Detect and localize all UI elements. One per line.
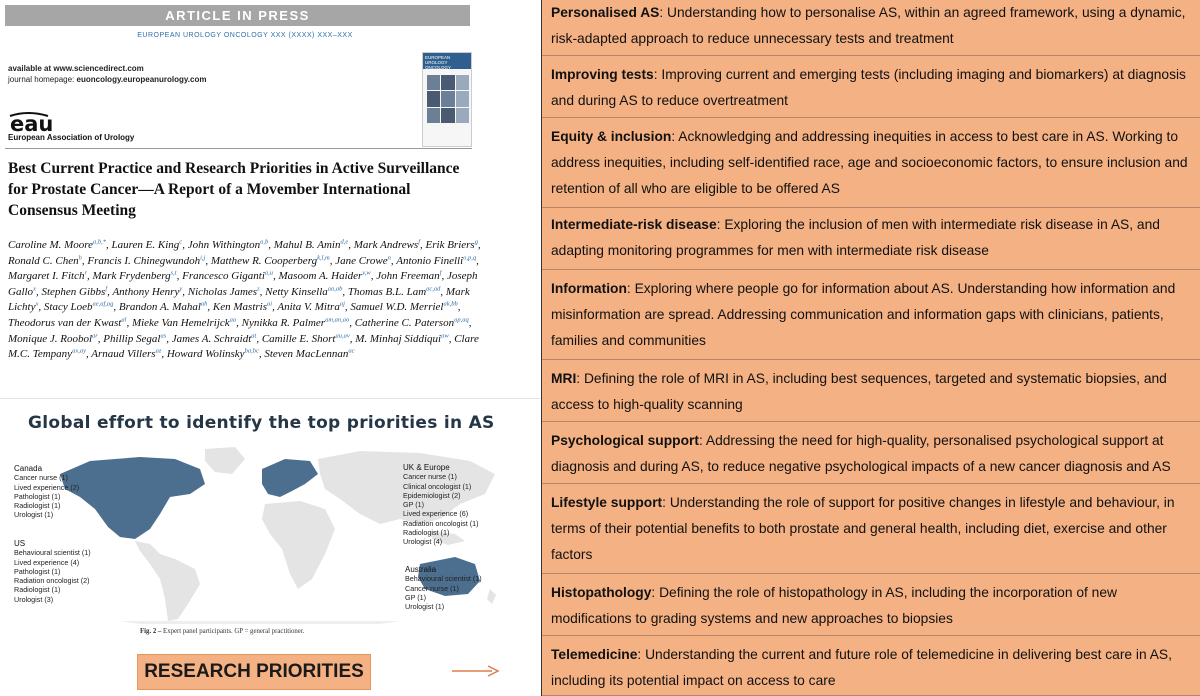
map-north-america bbox=[60, 457, 205, 539]
author-affiliation[interactable]: ac bbox=[348, 347, 355, 355]
author-affiliation[interactable]: as bbox=[160, 331, 167, 339]
map-africa bbox=[262, 501, 335, 589]
author-name[interactable]: John Withington bbox=[187, 239, 261, 251]
author-name[interactable]: Anthony Henry bbox=[112, 285, 180, 298]
region-uk-europe bbox=[403, 463, 479, 547]
region-name: Canada bbox=[14, 464, 43, 473]
author-name[interactable]: Brandon A. Mahal bbox=[118, 301, 201, 314]
region-participant: Lived experience (6) bbox=[403, 509, 469, 519]
available-link[interactable]: www.sciencedirect.com bbox=[53, 64, 144, 73]
author-name[interactable]: Caroline M. Moore bbox=[8, 239, 94, 251]
author-affiliation[interactable]: f bbox=[418, 238, 421, 246]
article-in-press-banner: ARTICLE IN PRESS bbox=[5, 5, 470, 26]
priority-separator: : bbox=[637, 647, 646, 662]
eau-logo bbox=[8, 112, 78, 134]
author-name[interactable]: Jane Crowe bbox=[335, 254, 388, 267]
author-name[interactable]: Nynikka R. Palmer bbox=[241, 316, 326, 329]
author-affiliation[interactable]: x bbox=[33, 285, 36, 293]
region-participant: Urologist (4) bbox=[403, 537, 443, 547]
author-name[interactable]: Joseph Gallo bbox=[8, 270, 478, 298]
author-affiliation[interactable]: h bbox=[78, 253, 82, 261]
author-name[interactable]: Matthew R. Cooperberg bbox=[210, 254, 318, 267]
figure-caption bbox=[140, 628, 304, 635]
region-participant: GP (1) bbox=[403, 500, 425, 510]
author-name[interactable]: Stephen Gibbs bbox=[41, 285, 106, 298]
author-affiliation[interactable]: a,u bbox=[264, 269, 274, 277]
region-participant: GP (1) bbox=[405, 592, 427, 602]
caption-text: Expert panel participants. GP = general practitioner. bbox=[161, 628, 305, 635]
author-affiliation[interactable]: r bbox=[84, 269, 88, 277]
region-participant: Radiologist (1) bbox=[14, 501, 61, 511]
priority-separator: : bbox=[662, 495, 670, 510]
paper-left-column bbox=[0, 0, 540, 696]
author-affiliation[interactable]: a,b bbox=[260, 238, 269, 246]
priority-separator: : bbox=[659, 5, 668, 20]
author-name[interactable]: James A. Schraidt bbox=[171, 332, 252, 345]
author-name[interactable]: Ronald C. Chen bbox=[8, 254, 79, 267]
author-affiliation[interactable]: n bbox=[387, 253, 391, 261]
author-name[interactable]: Anita V. Mitra bbox=[277, 301, 340, 314]
author-affiliation[interactable]: y bbox=[179, 285, 183, 293]
priority-separator: : bbox=[576, 371, 584, 386]
author-name[interactable]: Ken Mastris bbox=[212, 301, 268, 314]
author-name[interactable]: Margaret I. Fitch bbox=[8, 270, 85, 283]
priority-item bbox=[542, 360, 1200, 422]
region-participant: Radiation oncologist (2) bbox=[14, 576, 90, 586]
map-europe bbox=[262, 459, 318, 497]
author-name[interactable]: Mark Lichty bbox=[8, 285, 470, 314]
region-name: UK & Europe bbox=[403, 463, 450, 472]
author-name[interactable]: Erik Briers bbox=[425, 239, 475, 251]
author-name[interactable]: Monique J. Roobol bbox=[8, 332, 93, 345]
author-affiliation[interactable]: aa,ab bbox=[327, 285, 343, 293]
priority-separator: : bbox=[716, 217, 725, 232]
priority-item bbox=[542, 118, 1200, 208]
author-affiliation[interactable]: ar bbox=[92, 331, 98, 339]
author-affiliation[interactable]: x bbox=[35, 300, 39, 308]
author-affiliation[interactable]: a,b,* bbox=[93, 238, 107, 246]
author-name[interactable]: Howard Wolinsky bbox=[166, 348, 245, 361]
region-participant: Cancer nurse (1) bbox=[405, 583, 459, 593]
arrow-right-icon bbox=[452, 663, 500, 679]
region-australia bbox=[405, 565, 482, 611]
priority-separator: : bbox=[651, 585, 660, 600]
author-name[interactable]: Netty Kinsella bbox=[265, 285, 328, 298]
author-name[interactable]: Francis I. Chinegwundoh bbox=[87, 254, 201, 267]
region-participant: Radiation oncologist (1) bbox=[403, 518, 479, 528]
author-affiliation[interactable]: au,av bbox=[335, 331, 350, 339]
author-name[interactable]: Thomas B.L. Lam bbox=[347, 285, 427, 298]
region-participant: Lived experience (4) bbox=[14, 557, 80, 567]
priority-item bbox=[542, 636, 1200, 696]
map-new-zealand bbox=[487, 589, 496, 604]
cover-title: EUROPEAN UROLOGY ONCOLOGY bbox=[425, 55, 452, 70]
map-south-america bbox=[135, 541, 200, 621]
priority-item bbox=[542, 574, 1200, 636]
available-label: available at bbox=[8, 64, 52, 73]
priority-item bbox=[542, 422, 1200, 484]
region-participant: Epidemiologist (2) bbox=[403, 490, 461, 500]
priority-title: Psychological support bbox=[551, 433, 699, 448]
author-affiliation[interactable]: d,e bbox=[340, 238, 349, 246]
map-antarctica bbox=[120, 621, 400, 624]
author-name[interactable]: Masoom A. Haider bbox=[278, 270, 363, 283]
priority-description: Exploring where people go for information about AS. Understanding how information and misinformation are spread. Addressing communication and information gaps with clinicians, patients, families and communities bbox=[551, 281, 1176, 348]
priority-item bbox=[542, 0, 1200, 56]
priority-item bbox=[542, 270, 1200, 360]
homepage-link[interactable]: euoncology.europeanurology.com bbox=[76, 75, 207, 84]
journal-reference: EUROPEAN UROLOGY ONCOLOGY XXX (XXXX) XXX–XXX bbox=[137, 32, 353, 39]
author-affiliation[interactable]: aw bbox=[441, 331, 449, 339]
priority-description: Defining the role of histopathology in AS, including the incorporation of new modifications to grading systems and new approaches to biopsies bbox=[551, 585, 1117, 626]
author-affiliation[interactable]: v,w bbox=[362, 269, 371, 277]
region-name: US bbox=[14, 539, 26, 548]
author-name[interactable]: Clare M.C. Tempany bbox=[8, 332, 479, 361]
author-name[interactable]: M. Minhaj Siddiqui bbox=[355, 332, 442, 345]
priority-description: Addressing the need for high-quality, personalised psychological support at diagnosis and during AS, to reduce negative psychological impacts of a new cancer diagnosis and AS bbox=[551, 433, 1171, 474]
priority-description: Exploring the inclusion of men with intermediate risk disease in AS, and adapting monitoring programmes for men with intermediate risk disease bbox=[551, 217, 1160, 258]
author-affiliation[interactable]: f bbox=[105, 285, 108, 293]
priority-title: Lifestyle support bbox=[551, 495, 663, 510]
region-participant: Radiologist (1) bbox=[403, 528, 450, 538]
author-affiliation[interactable]: s,t bbox=[170, 269, 177, 277]
author-affiliation[interactable]: ah bbox=[200, 300, 208, 308]
author-affiliation[interactable]: ai bbox=[267, 300, 273, 308]
priorities-panel bbox=[541, 0, 1200, 696]
author-affiliation[interactable]: am,an,ao bbox=[325, 316, 350, 324]
author-name[interactable]: Mieke Van Hemelrijck bbox=[131, 316, 230, 329]
priority-description: Understanding the current and future role of telemedicine in delivering best care in AS, including its potential impact on access to care bbox=[551, 647, 1172, 688]
region-participant: Urologist (3) bbox=[14, 594, 54, 604]
priority-title: Information bbox=[551, 281, 627, 296]
author-affiliation[interactable]: ac,ad bbox=[426, 285, 441, 293]
author-name[interactable]: Mark Frydenberg bbox=[92, 270, 171, 283]
research-priorities-banner: RESEARCH PRIORITIES bbox=[137, 654, 371, 690]
author-affiliation[interactable]: z bbox=[257, 285, 260, 293]
priority-item bbox=[542, 208, 1200, 270]
author-name[interactable]: Mahul B. Amin bbox=[273, 239, 341, 251]
priority-description: Understanding the role of support for positive changes in lifestyle and behaviour, in terms of their potential benefits to both prostate and general health, including diet, exercise and other factors bbox=[551, 495, 1175, 562]
priority-description: Defining the role of MRI in AS, including best sequences, targeted and systematic biopsies, and access to high-quality scanning bbox=[551, 371, 1167, 412]
author-name[interactable]: Stacy Loeb bbox=[43, 301, 93, 314]
priority-description: Understanding how to personalise AS, within an agreed framework, using a dynamic, risk-adapted approach to reduce unnecessary tests and treatment bbox=[551, 5, 1186, 46]
region-participant: Cancer nurse (1) bbox=[14, 473, 68, 483]
priority-description: Acknowledging and addressing inequities in access to best care in AS. Working to address inequities, including self-identified race, age and socioeconomic factors, to ensure inclusion and retention of all who are eligible to be offered AS bbox=[551, 129, 1188, 196]
region-participant: Radiologist (1) bbox=[14, 585, 61, 595]
priority-title: MRI bbox=[551, 371, 577, 386]
priority-item bbox=[542, 56, 1200, 118]
author-affiliation[interactable]: c bbox=[179, 238, 183, 246]
author-affiliation[interactable]: ax,ay bbox=[72, 347, 86, 355]
eau-logo-text: eau bbox=[10, 112, 54, 134]
author-name[interactable]: Lauren E. King bbox=[111, 239, 180, 251]
region-canada bbox=[14, 464, 79, 520]
author-affiliation[interactable]: i,j bbox=[200, 253, 206, 261]
author-affiliation[interactable]: ap,aq bbox=[454, 316, 469, 324]
author-name[interactable]: Catherine C. Paterson bbox=[354, 316, 455, 329]
priority-title: Telemedicine bbox=[551, 647, 638, 662]
region-participant: Cancer nurse (1) bbox=[403, 472, 457, 482]
region-name: Australia bbox=[405, 565, 437, 574]
region-participant: Urologist (1) bbox=[14, 510, 54, 520]
priority-description: Improving current and emerging tests (including imaging and biomarkers) at diagnosis and during AS to reduce overtreatment bbox=[551, 67, 1186, 108]
availability-info bbox=[8, 63, 206, 85]
priority-title: Improving tests bbox=[551, 67, 654, 82]
author-affiliation[interactable]: aa bbox=[229, 316, 237, 324]
priority-separator: : bbox=[653, 67, 662, 82]
paper-title: Best Current Practice and Research Priorities in Active Surveillance for Prostate Cancer—A Report of a Movember International Consensus Meeting bbox=[8, 160, 460, 219]
region-us bbox=[14, 539, 91, 604]
author-affiliation[interactable]: ba,bc bbox=[244, 347, 259, 355]
priority-title: Equity & inclusion bbox=[551, 129, 672, 144]
priority-item bbox=[542, 484, 1200, 574]
author-name[interactable]: Mark Andrews bbox=[353, 239, 419, 251]
author-affiliation[interactable]: aj bbox=[339, 300, 345, 308]
author-affiliation[interactable]: f bbox=[439, 269, 442, 277]
figure-title: Global effort to identify the top priorities in AS bbox=[28, 413, 495, 433]
author-affiliation[interactable]: ae,af,ag bbox=[92, 300, 114, 308]
priority-title: Intermediate-risk disease bbox=[551, 217, 717, 232]
author-name[interactable]: Antonio Finelli bbox=[396, 254, 464, 267]
author-affiliation[interactable]: az bbox=[155, 347, 162, 355]
author-affiliation[interactable]: ak,bb bbox=[443, 300, 458, 308]
priority-separator: : bbox=[671, 129, 679, 144]
homepage-label: journal homepage: bbox=[8, 75, 75, 84]
author-affiliation[interactable]: at bbox=[251, 331, 257, 339]
region-participant: Pathologist (1) bbox=[14, 491, 61, 501]
author-list: Caroline M. Moore$^{a,b,*}$, Lauren E. King$^c$, John Withington$^{a,b}$, Mahul B. Amin$^{d,e}$, Mark Andrews$^f$, Erik Briers$^g$, Ronald C. Chen$^h$, Francis I. Chinegwundoh$^{i,j}$, Matthew R. Cooperberg$^{k,l,m}$, Jane Crowe$^n$, Antonio Finelli$^{o,p,q}$, Margaret I. Fitch$^r$, Mark Frydenberg$^{s,t}$, Francesco Giganti$^{a,u}$, Masoom A. Haider$^{v,w}$, John Freeman$^f$, Joseph Gallo$^x$, Stephen Gibbs$^f$, Anthony Henry$^y$, Nicholas James$^z$, Netty Kinsella$^{aa,ab}$, Thomas B.L. Lam$^{ac,ad}$, Mark Lichty$^x$, Stacy Loeb$^{ae,af,ag}$, Brandon A. Mahal$^{ah}$, Ken Mastris$^{ai}$, Anita V. Mitra$^{aj}$, Samuel W.D. Merriel$^{ak,bb}$, Theodorus van der Kwast$^{al}$, Mieke Van Hemelrijck$^{aa}$, Nynikka R. Palmer$^{am,an,ao}$, Catherine C. Paterson$^{ap,aq}$, Monique J. Roobol$^{ar}$, Phillip Segal$^{as}$, James A. Schraidt$^{at}$, Camille E. Short$^{au,av}$, M. Minhaj Siddiqui$^{aw}$, Clare M.C. Tempany$^{ax,ay}$, Arnaud Villers$^{az}$, Howard Wolinsky$^{ba,bc}$, Steven MacLennan$^{ac}$ bbox=[8, 238, 481, 361]
region-participant: Behavioural scientist (1) bbox=[405, 574, 482, 584]
author-name[interactable]: Camille E. Short bbox=[261, 332, 336, 345]
priority-separator: : bbox=[698, 433, 706, 448]
author-affiliation[interactable]: o,p,q bbox=[463, 253, 477, 261]
caption-label: Fig. 2 – bbox=[140, 628, 162, 635]
region-participant: Lived experience (2) bbox=[14, 482, 80, 492]
region-participant: Urologist (1) bbox=[405, 602, 445, 612]
author-name[interactable]: Phillip Segal bbox=[103, 332, 161, 345]
priority-title: Personalised AS bbox=[551, 5, 660, 20]
journal-cover-image bbox=[422, 52, 472, 147]
divider bbox=[5, 148, 472, 149]
region-participant: Pathologist (1) bbox=[14, 566, 61, 576]
author-name[interactable]: Arnaud Villers bbox=[91, 348, 156, 361]
author-affiliation[interactable]: k,l,m bbox=[317, 253, 330, 261]
priority-separator: : bbox=[626, 281, 635, 296]
map-greenland bbox=[205, 447, 245, 474]
region-participant: Clinical oncologist (1) bbox=[403, 481, 472, 491]
priority-title: Histopathology bbox=[551, 585, 652, 600]
author-name[interactable]: Samuel W.D. Merriel bbox=[350, 301, 444, 314]
author-affiliation[interactable]: al bbox=[121, 316, 127, 324]
eau-org-name: European Association of Urology bbox=[8, 133, 135, 142]
author-name[interactable]: Theodorus van der Kwast bbox=[8, 316, 122, 329]
region-participant: Behavioural scientist (1) bbox=[14, 548, 91, 558]
author-affiliation[interactable]: g bbox=[474, 238, 478, 246]
author-name[interactable]: Nicholas James bbox=[187, 285, 258, 298]
author-name[interactable]: Francesco Giganti bbox=[182, 270, 265, 283]
author-name[interactable]: John Freeman bbox=[376, 270, 440, 283]
figure-expert-panel bbox=[0, 398, 540, 646]
author-name[interactable]: Steven MacLennan bbox=[264, 348, 349, 361]
